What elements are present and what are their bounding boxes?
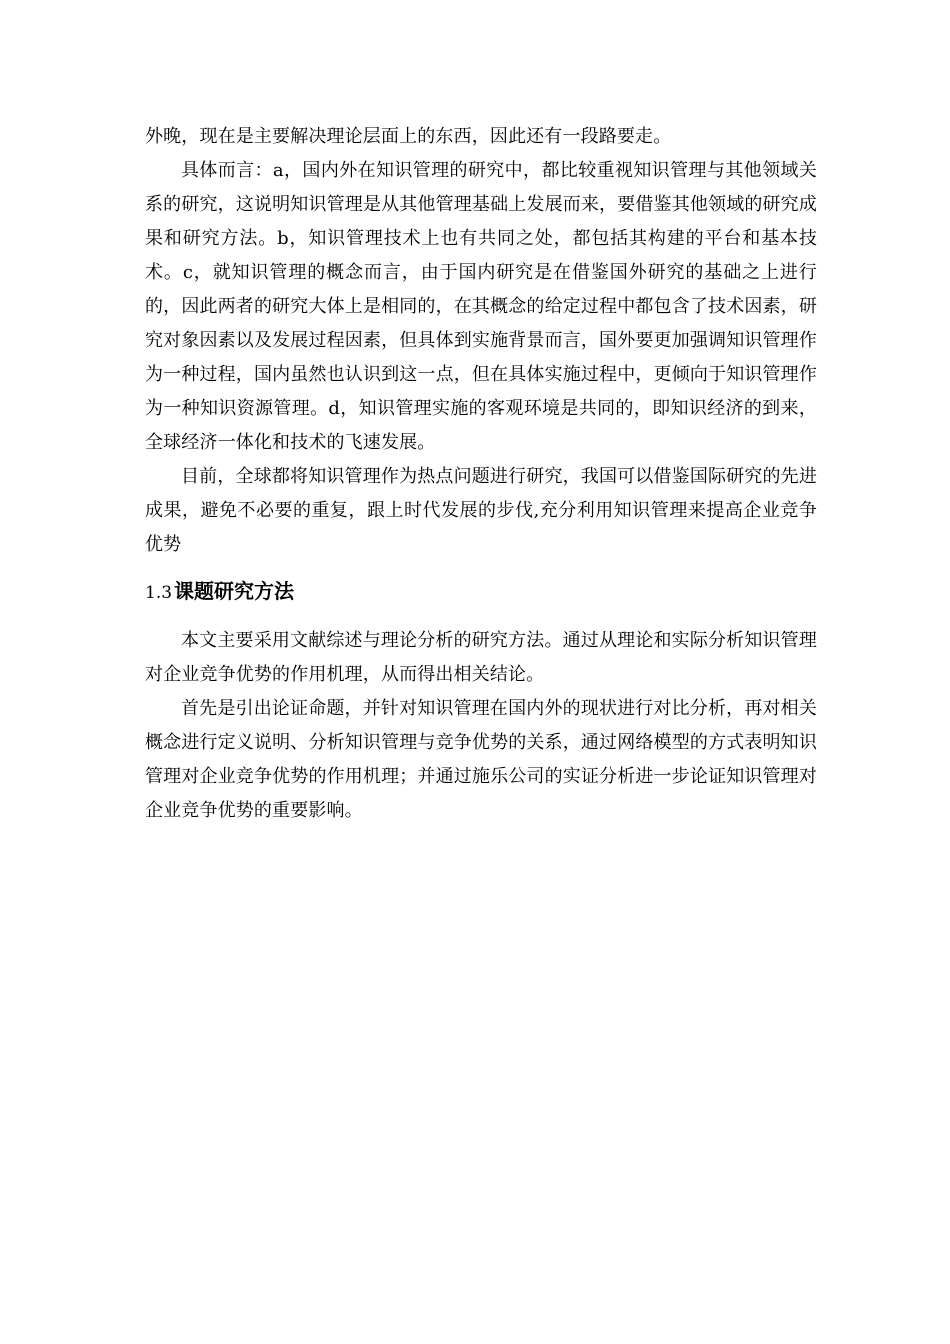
paragraph-current-status: 目前，全球都将知识管理作为热点问题进行研究，我国可以借鉴国际研究的先进成果，避免不必要的重复，跟上时代发展的步伐,充分利用知识管理来提高企业竞争优势 xyxy=(145,466,817,555)
paragraph-method-intro: 本文主要采用文献综述与理论分析的研究方法。通过从理论和实际分析知识管理对企业竞争优势的作用机理，从而得出相关结论。 xyxy=(145,630,817,685)
document-page xyxy=(145,120,817,828)
paragraph-method-detail: 首先是引出论证命题，并针对知识管理在国内外的现状进行对比分析，再对相关概念进行定义说明、分析知识管理与竞争优势的关系，通过网络模型的方式表明知识管理对企业竞争优势的作用机理；并通过施乐公司的实证分析进一步论证知识管理对企业竞争优势的重要影响。 xyxy=(145,698,817,821)
section-number: 1.3 xyxy=(145,583,173,603)
section-title: 课题研究方法 xyxy=(174,579,295,603)
paragraph-comparison: 具体而言：a，国内外在知识管理的研究中，都比较重视知识管理与其他领域关系的研究，这说明知识管理是从其他管理基础上发展而来，要借鉴其他领域的研究成果和研究方法。b，知识管理技术上也有共同之处，都包括其构建的平台和基本技术。c，就知识管理的概念而言，由于国内研究是在借鉴国外研究的基础之上进行的，因此两者的研究大体上是相同的，在其概念的给定过程中都包含了技术因素，研究对象因素以及发展过程因素，但具体到实施背景而言，国外要更加强调知识管理作为一种过程，国内虽然也认识到这一点，但在具体实施过程中，更倾向于知识管理作为一种知识资源管理。d，知识管理实施的客观环境是共同的，即知识经济的到来，全球经济一体化和技术的飞速发展。 xyxy=(145,160,817,453)
paragraph-continuation: 外晚，现在是主要解决理论层面上的东西，因此还有一段路要走。 xyxy=(145,126,672,147)
section-heading xyxy=(145,572,817,612)
